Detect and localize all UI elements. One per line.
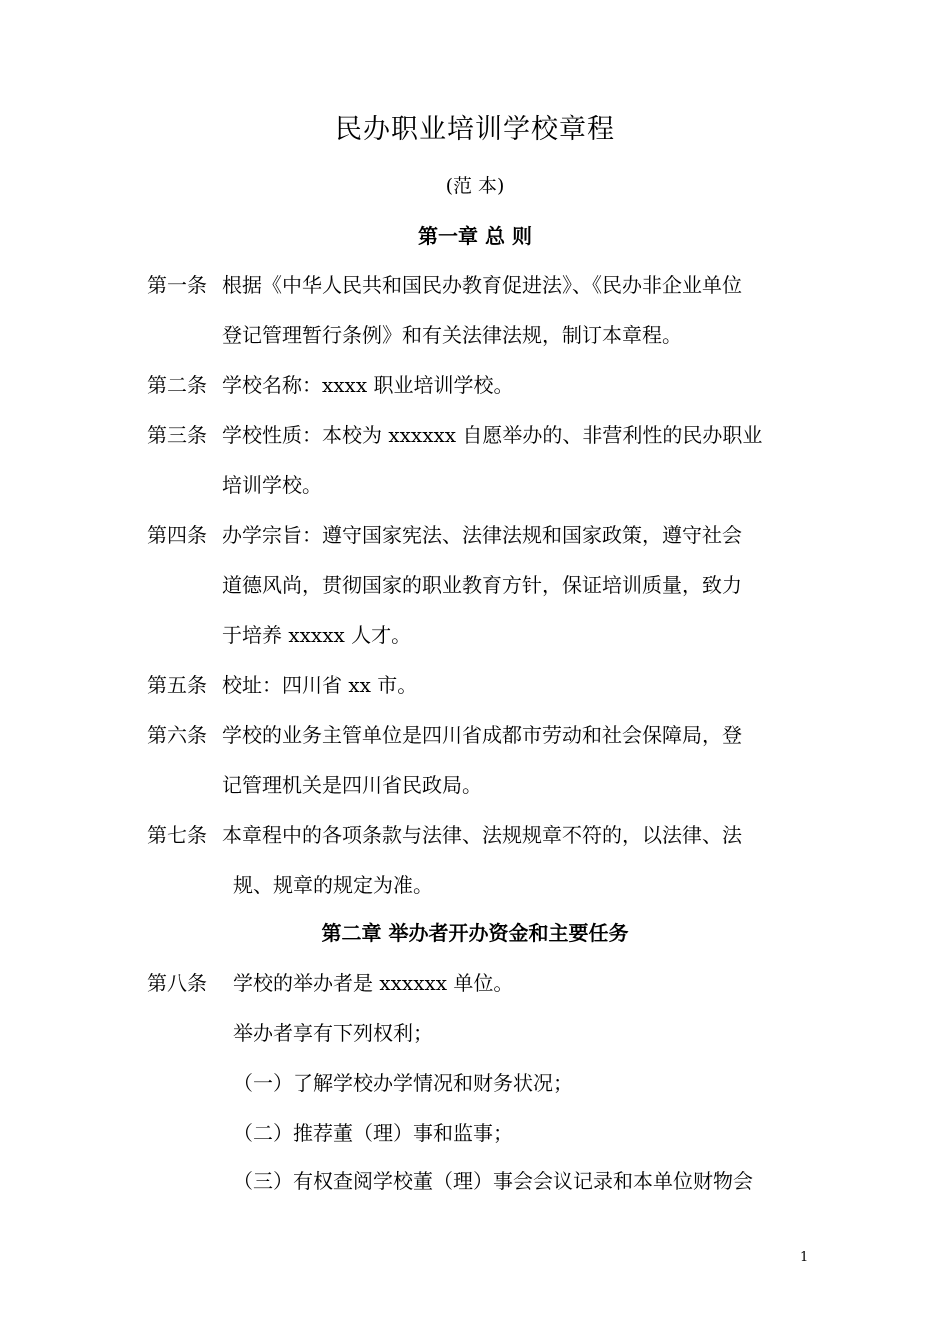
article-8-line-1: 学校的举办者是 xxxxxx 单位。 bbox=[233, 971, 514, 995]
article-6-label: 第六条 bbox=[147, 723, 207, 747]
article-6-line-1: 学校的业务主管单位是四川省成都市劳动和社会保障局，登 bbox=[222, 723, 742, 747]
article-4-line-2: 道德风尚，贯彻国家的职业教育方针，保证培训质量，致力 bbox=[222, 573, 742, 597]
article-2-line-1: 学校名称：xxxx 职业培训学校。 bbox=[222, 373, 514, 397]
article-3-line-1: 学校性质：本校为 xxxxxx 自愿举办的、非营利性的民办职业 bbox=[222, 423, 763, 447]
article-4-line-3: 于培养 xxxxx 人才。 bbox=[222, 623, 412, 647]
article-7-line-1: 本章程中的各项条款与法律、法规规章不符的，以法律、法 bbox=[222, 823, 742, 847]
article-4-label: 第四条 bbox=[147, 523, 207, 547]
article-1-line-1: 根据《中华人民共和国民办教育促进法》、《民办非企业单位 bbox=[222, 273, 742, 297]
article-2-label: 第二条 bbox=[147, 373, 207, 397]
article-3-line-2: 培训学校。 bbox=[222, 473, 322, 497]
chapter-1-heading: 第一章 总 则 bbox=[418, 224, 532, 248]
article-7-label: 第七条 bbox=[147, 823, 207, 847]
article-1-label: 第一条 bbox=[147, 273, 207, 297]
article-8-line-2: 举办者享有下列权利； bbox=[233, 1021, 433, 1045]
article-8-line-3: （一）了解学校办学情况和财务状况； bbox=[233, 1071, 573, 1095]
document-subtitle: (范 本) bbox=[445, 175, 505, 197]
article-6-line-2: 记管理机关是四川省民政局。 bbox=[222, 773, 482, 797]
article-8-label: 第八条 bbox=[147, 971, 207, 995]
article-4-line-1: 办学宗旨：遵守国家宪法、法律法规和国家政策，遵守社会 bbox=[222, 523, 742, 547]
article-8-line-4: （二）推荐董（理）事和监事； bbox=[233, 1121, 513, 1145]
article-8-line-5: （三）有权查阅学校董（理）事会会议记录和本单位财物会 bbox=[233, 1169, 753, 1193]
article-5-label: 第五条 bbox=[147, 673, 207, 697]
article-3-label: 第三条 bbox=[147, 423, 207, 447]
article-5-line-1: 校址：四川省 xx 市。 bbox=[222, 673, 418, 697]
page-number: 1 bbox=[800, 1250, 809, 1265]
chapter-2-heading: 第二章 举办者开办资金和主要任务 bbox=[321, 921, 629, 945]
article-7-line-2: 规、规章的规定为准。 bbox=[233, 873, 433, 897]
article-1-line-2: 登记管理暂行条例》和有关法律法规，制订本章程。 bbox=[222, 323, 682, 347]
document-title: 民办职业培训学校章程 bbox=[335, 114, 615, 145]
